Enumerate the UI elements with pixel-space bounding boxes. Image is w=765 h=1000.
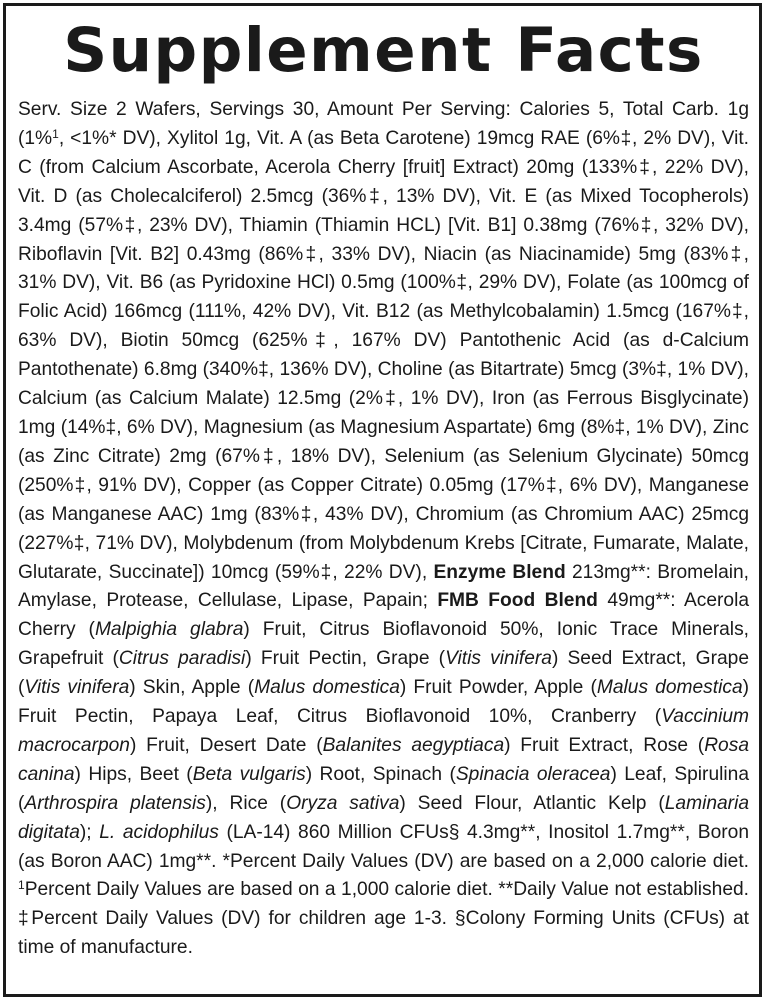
facts-text-run: (LA-14) 860 Million CFUs§ 4.3mg**, Inositol 1.7mg**, Boron (as Boron AAC) 1mg**. *Percent Daily Values (DV) are based on a 2,000 calorie diet. <box>18 821 749 872</box>
facts-text-run: 213mg**: Bromelain, Amylase, Protease, Cellulase, Lipase, Papain; <box>18 561 750 612</box>
facts-body-text <box>18 96 749 963</box>
facts-text-run: ), Rice ( <box>205 792 287 814</box>
facts-text-run: ) Skin, Apple ( <box>129 677 255 699</box>
latin-name: Beta vulgaris <box>192 763 306 785</box>
latin-name: Spinacia oleracea <box>455 763 611 785</box>
latin-name: Vaccinium macrocarpon <box>18 706 749 756</box>
supplement-facts-panel <box>3 3 762 997</box>
facts-text-run: ) Seed Extract, Grape ( <box>18 648 749 699</box>
facts-text-run: , <1%* DV), Xylitol 1g, Vit. A (as Beta Carotene) 19mcg RAE (6%‡, 2% DV), Vit. C (from Calcium Ascorbate, Acerola Cherry [fruit] Extract) 20mg (133%‡, 22% DV), Vit. D (as Cholecalciferol) 2.5mcg (36%‡, 13% DV), Vit. E (as Mixed Tocopherols) 3.4mg (57%‡, 23% DV), Thiamin (Thiamin HCL) [Vit. B1] 0.38mg (76%‡, 32% DV), Riboflavin [Vit. B2] 0.43mg (86%‡, 33% DV), Niacin (as Niacinamide) 5mg (83%‡, 31% DV), Vit. B6 (as Pyridoxine HCl) 0.5mg (100%‡, 29% DV), Folate (as 100mcg of Folic Acid) 166mcg (111%, 42% DV), Vit. B12 (as Methylcobalamin) 1.5mcg (167%‡, 63% DV), Biotin 50mcg (625%‡, 167% DV) Pantothenic Acid (as d-Calcium Pantothenate) 6.8mg (340%‡, 136% DV), Choline (as Bitartrate) 5mcg (3%‡, 1% DV), Calcium (as Calcium Malate) 12.5mg (2%‡, 1% DV), Iron (as Ferrous Bisglycinate) 1mg (14%‡, 6% DV), Magnesium (as Magnesium Aspartate) 6mg (8%‡, 1% DV), Zinc (as Zinc Citrate) 2mg (67%‡, 18% DV), Selenium (as Selenium Glycinate) 50mcg (250%‡, 91% DV), Copper (as Copper Citrate) 0.05mg (17%‡, 6% DV), Manganese (as Manganese AAC) 1mg (83%‡, 43% DV), Chromium (as Chromium AAC) 25mcg (227%‡, 71% DV), Molybdenum (from Molybdenum Krebs [Citrate, Fumarate, Malate, Glutarate, Succinate]) 10mcg (59%‡, 22% DV), <box>18 127 749 583</box>
latin-name: Laminaria digitata <box>18 792 750 843</box>
latin-name: Malus domestica <box>596 677 743 699</box>
facts-text-run: ); <box>79 821 100 843</box>
facts-text-run: ) Fruit Pectin, Grape ( <box>245 648 446 670</box>
latin-name: Balanites aegyptiaca <box>322 734 505 756</box>
latin-name: Oryza sativa <box>286 792 400 814</box>
facts-text-run: Serv. Size 2 Wafers, Servings 30, Amount Per Serving: Calories 5, Total Carb. 1g (1% <box>18 99 749 149</box>
facts-text-run: ) Fruit, Citrus Bioflavonoid 50%, Ionic Trace Minerals, Grapefruit ( <box>18 619 749 670</box>
facts-text-run: ) Fruit, Desert Date ( <box>129 734 323 756</box>
latin-name: Arthrospira platensis <box>24 792 206 814</box>
latin-name: Malpighia glabra <box>94 619 244 641</box>
facts-text-run: ) Leaf, Spirulina ( <box>18 763 749 814</box>
latin-name: Citrus paradisi <box>118 648 246 670</box>
facts-text-run: ) Root, Spinach ( <box>305 763 456 785</box>
facts-text-run: ) Hips, Beet ( <box>74 763 193 785</box>
latin-name: Vitis vinifera <box>24 677 130 699</box>
facts-text-run: ) Fruit Powder, Apple ( <box>399 677 597 699</box>
facts-text-run: Percent Daily Values are based on a 1,000 calorie diet. **Daily Value not established. ‡Percent Daily Values (DV) for children age 1-3. §Colony Forming Units (CFUs) at time of manufacture. <box>18 879 749 959</box>
facts-text-run: ) Fruit Extract, Rose ( <box>504 734 705 756</box>
latin-name: L. acidophilus <box>99 821 219 843</box>
facts-text-run: ) Fruit Pectin, Papaya Leaf, Citrus Bioflavonoid 10%, Cranberry ( <box>18 677 750 728</box>
blend-heading: Enzyme Blend <box>433 561 566 583</box>
footnote-marker: 1 <box>52 126 59 141</box>
latin-name: Malus domestica <box>254 677 400 699</box>
facts-text-run: 49mg**: Acerola Cherry ( <box>18 590 750 641</box>
footnote-marker: 1 <box>18 878 25 893</box>
latin-name: Vitis vinifera <box>445 648 552 670</box>
facts-text-run: ) Seed Flour, Atlantic Kelp ( <box>399 792 665 814</box>
panel-title: Supplement Facts <box>63 15 704 86</box>
latin-name: Rosa canina <box>18 734 749 785</box>
blend-heading: FMB Food Blend <box>437 590 598 612</box>
